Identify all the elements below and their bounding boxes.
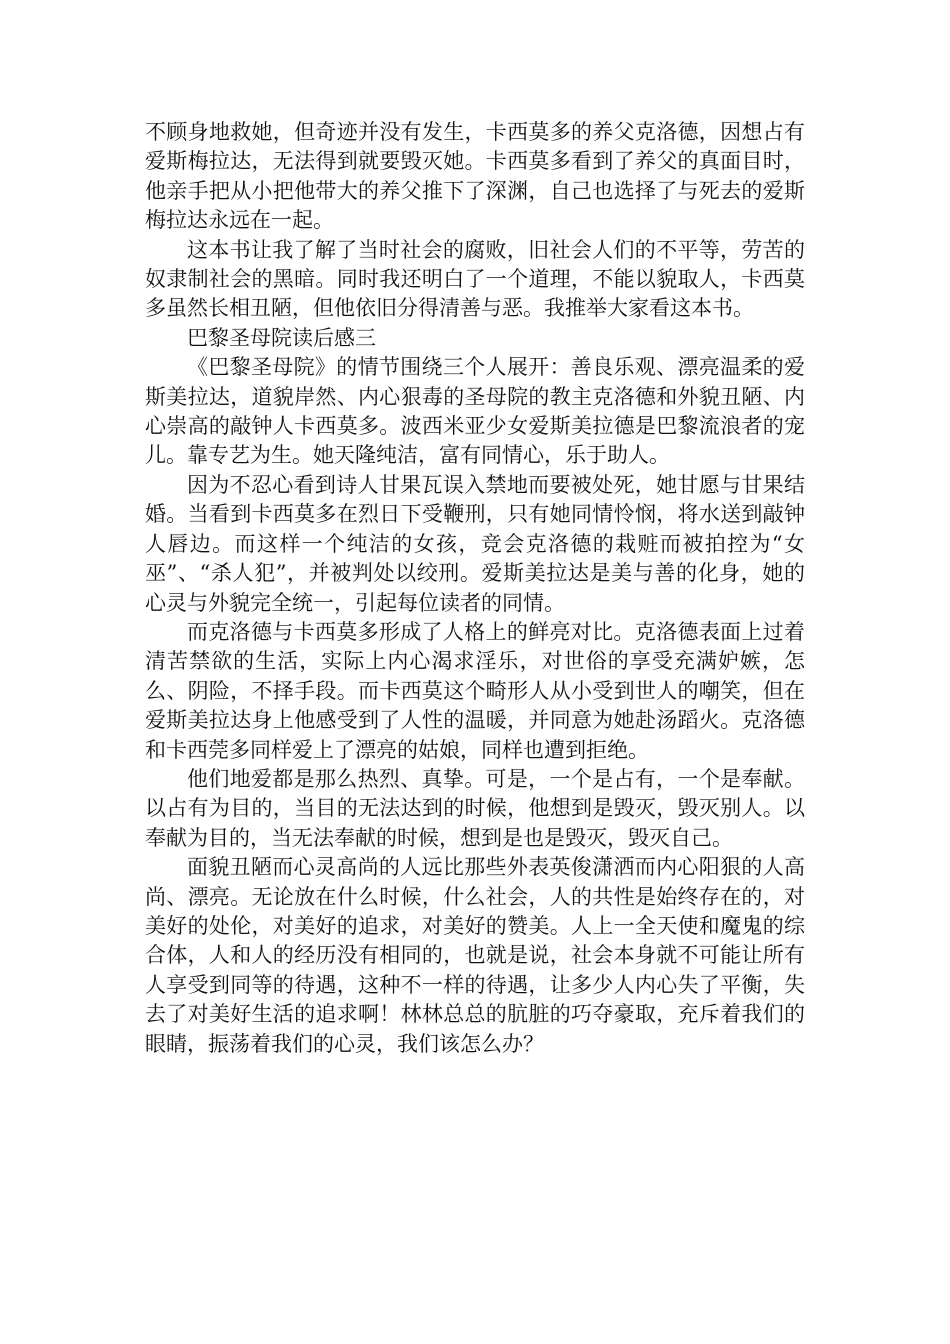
paragraph-contrast: 而克洛德与卡西莫多形成了人格上的鲜亮对比。克洛德表面上过着清苦禁欲的生活，实际上内心渴求淫乐，对世俗的享受充满妒嫉，怎么、阴险，不择手段。而卡西莫这个畸形人从小受到世人的嘲笑，但在爱斯美拉达身上他感受到了人性的温暖，并同意为她赴汤蹈火。克洛德和卡西莞多同样爱上了漂亮的姑娘，同样也遭到拒绝。 bbox=[145, 619, 805, 762]
document-page bbox=[145, 118, 805, 1059]
paragraph-book-reflection: 这本书让我了解了当时社会的腐败，旧社会人们的不平等，劳苦的奴隶制社会的黑暗。同时我还明白了一个道理，不能以貌取人，卡西莫多虽然长相丑陋，但他依旧分得清善与恶。我推举大家看这本书。 bbox=[145, 237, 805, 321]
paragraph-esmeralda: 因为不忍心看到诗人甘果瓦误入禁地而要被处死，她甘愿与甘果结婚。当看到卡西莫多在烈日下受鞭刑，只有她同情怜悯，将水送到敲钟人唇边。而这样一个纯洁的女孩，竞会克洛德的栽赃而被拍控为“女巫”、“杀人犯”，并被判处以绞刑。爱斯美拉达是美与善的化身，她的心灵与外貌完全统一，引起每位读者的同情。 bbox=[145, 472, 805, 615]
paragraph-love: 他们地爱都是那么热烈、真挚。可是，一个是占有，一个是奉献。以占有为目的，当目的无法达到的时候，他想到是毁灭，毁灭别人。以奉献为目的，当无法奉献的时候，想到是也是毁灭，毁灭自己。 bbox=[145, 766, 805, 850]
section-heading: 巴黎圣母院读后感三 bbox=[187, 325, 376, 350]
paragraph-plot-intro: 《巴黎圣母院》的情节围绕三个人展开：善良乐观、漂亮温柔的爱斯美拉达，道貌岸然、内心狠毒的圣母院的教主克洛德和外貌丑陋、内心崇高的敲钟人卡西莫多。波西米亚少女爱斯美拉德是巴黎流浪者的宠儿。靠专艺为生。她天隆纯洁，富有同情心，乐于助人。 bbox=[145, 355, 805, 468]
paragraph-continuation: 不顾身地救她，但奇迹并没有发生，卡西莫多的养父克洛德，因想占有爱斯梅拉达，无法得到就要毁灭她。卡西莫多看到了养父的真面目时，他亲手把从小把他带大的养父推下了深渊，自己也选择了与死去的爱斯梅拉达永远在一起。 bbox=[145, 120, 805, 233]
paragraph-conclusion: 面貌丑陋而心灵高尚的人远比那些外表英俊潇洒而内心阳狠的人高尚、漂亮。无论放在什么时候，什么社会，人的共性是始终存在的，对美好的处伦，对美好的追求，对美好的赞美。人上一全天使和魔鬼的综合体，人和人的经历没有相同的，也就是说，社会本身就不可能让所有人享受到同等的待遇，这种不一样的待遇，让多少人内心失了平衡，失去了对美好生活的追求啊！林林总总的肮脏的巧夺豪取，充斥着我们的眼睛，振荡着我们的心灵，我们该怎么办？ bbox=[145, 855, 805, 1056]
